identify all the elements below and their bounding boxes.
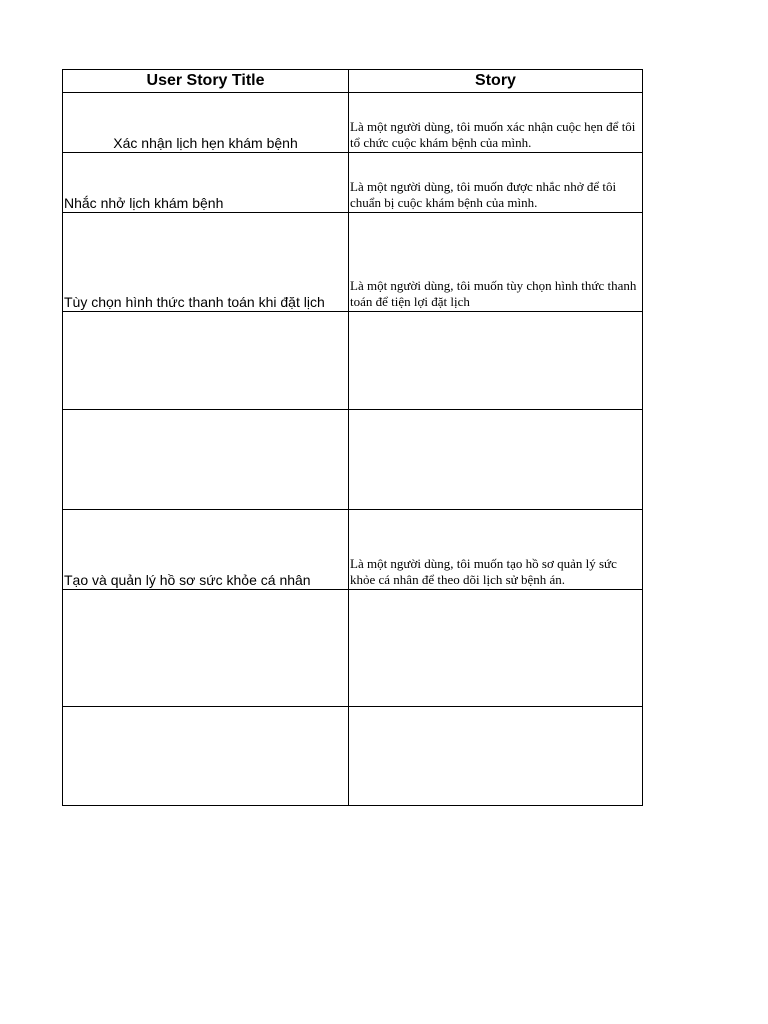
story-title-cell [63, 707, 349, 806]
story-text-cell: Là một người dùng, tôi muốn được nhắc nhở để tôi chuẩn bị cuộc khám bệnh của mình. [349, 153, 643, 213]
table-row [63, 153, 643, 213]
table-row [63, 510, 643, 590]
story-text-cell: Là một người dùng, tôi muốn tạo hồ sơ quản lý sức khỏe cá nhân để theo dõi lịch sử bệnh án. [349, 510, 643, 590]
user-story-table [62, 69, 643, 806]
story-title-cell [63, 590, 349, 707]
story-text-cell: Là một người dùng, tôi muốn tùy chọn hình thức thanh toán để tiện lợi đặt lịch [349, 213, 643, 312]
story-text-cell [349, 590, 643, 707]
table-row [63, 410, 643, 510]
table-row [63, 707, 643, 806]
table-row [63, 312, 643, 410]
story-title-cell: Tạo và quản lý hồ sơ sức khỏe cá nhân [63, 510, 349, 590]
table-header-row [63, 70, 643, 93]
header-user-story-title: User Story Title [63, 70, 349, 93]
table-row [63, 93, 643, 153]
story-title-cell: Xác nhận lịch hẹn khám bệnh [63, 93, 349, 153]
story-title-cell: Nhắc nhở lịch khám bệnh [63, 153, 349, 213]
story-text-cell [349, 707, 643, 806]
table-row [63, 213, 643, 312]
story-text-cell: Là một người dùng, tôi muốn xác nhận cuộc hẹn để tôi tổ chức cuộc khám bệnh của mình. [349, 93, 643, 153]
header-story: Story [349, 70, 643, 93]
story-text-cell [349, 410, 643, 510]
table-row [63, 590, 643, 707]
story-text-cell [349, 312, 643, 410]
story-title-cell: Tùy chọn hình thức thanh toán khi đặt lịch [63, 213, 349, 312]
story-title-cell [63, 312, 349, 410]
story-title-cell [63, 410, 349, 510]
